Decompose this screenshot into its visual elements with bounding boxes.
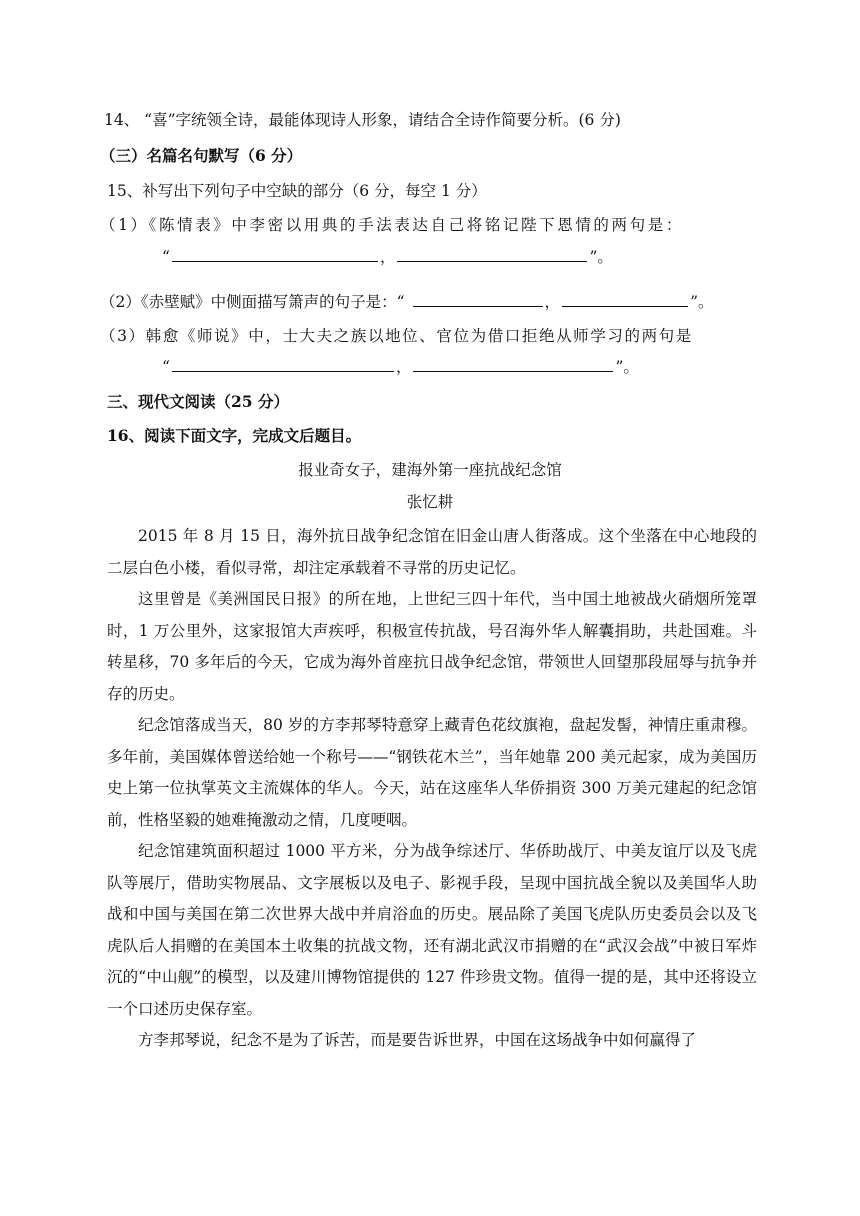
question-15: 15、补写出下列句子中空缺的部分（6 分，每空 1 分） (107, 182, 487, 200)
close-quote: ”。 (589, 248, 613, 266)
paragraph-5: 方李邦琴说，纪念不是为了诉苦，而是要告诉世界，中国在这场战争中如何赢得了 (138, 1031, 697, 1049)
section-modern-reading: 三、现代文阅读（25 分） (107, 392, 289, 411)
question-15-2-text: （2）《赤壁赋》中侧面描写箫声的句子是：“ (100, 293, 405, 311)
question-16: 16、阅读下面文字，完成文后题目。 (107, 426, 362, 445)
question-15-1: （1）《陈情表》中李密以用典的手法表达自己将铭记陛下恩情的两句是： (100, 216, 684, 234)
blank-3[interactable] (413, 292, 543, 307)
close-quote: ”。 (615, 358, 639, 376)
close-quote: ”。 (690, 293, 714, 311)
blank-1[interactable] (172, 247, 378, 262)
comma: ， (395, 358, 412, 376)
comma: ， (544, 293, 561, 311)
article-body (107, 521, 757, 1057)
paragraph-4: 纪念馆建筑面积超过 1000 平方米，分为战争综述厅、华侨助战厅、中美友谊厅以及飞虎队等展厅，借助实物展品、文字展板以及电子、影视手段，呈现中国抗战全貌以及美国华人助战和中国与美国在第二次世界大战中并肩浴血的历史。展品除了美国飞虎队历史委员会以及飞虎队后人捐赠的在美国本土收集的抗战文物，还有湖北武汉市捐赠的在“武汉会战”中被日军炸沉的“中山舰”的模型，以及建川博物馆提供的 127 件珍贵文物。值得一提的是，其中还将设立一个口述历史保存室。 (107, 842, 757, 1018)
question-15-1-blanks (162, 247, 613, 267)
blank-4[interactable] (562, 292, 688, 307)
paragraph-2: 这里曾是《美洲国民日报》的所在地，上世纪三四十年代，当中国土地被战火硝烟所笼罩时，1 万公里外，这家报馆大声疾呼，积极宣传抗战，号召海外华人解囊捐助，共赴国难。斗转星移，70 多年后的今天，它成为海外首座抗日战争纪念馆，带领世人回望那段屈辱与抗争并存的历史。 (107, 590, 757, 703)
article-author: 张忆耕 (406, 493, 454, 511)
blank-6[interactable] (413, 357, 613, 372)
question-15-2 (100, 292, 714, 312)
section-famous-lines: （三）名篇名句默写（6 分） (100, 146, 303, 165)
question-15-3-blanks (162, 357, 639, 377)
paragraph-1: 2015 年 8 月 15 日，海外抗日战争纪念馆在旧金山唐人街落成。这个坐落在中心地段的二层白色小楼，看似寻常，却注定承载着不寻常的历史记忆。 (107, 527, 757, 577)
paragraph-3: 纪念馆落成当天，80 岁的方李邦琴特意穿上藏青色花纹旗袍，盘起发髻，神情庄重肃穆。多年前，美国媒体曾送给她一个称号——“钢铁花木兰”，当年她靠 200 美元起家，成为美国历史上第一位执掌英文主流媒体的华人。今天，站在这座华人华侨捐资 300 万美元建起的纪念馆前，性格坚毅的她难掩激动之情，几度哽咽。 (107, 716, 757, 829)
open-quote: “ (162, 358, 170, 376)
question-15-3: （3）韩愈《师说》中，士大夫之族以地位、官位为借口拒绝从师学习的两句是 (100, 327, 693, 345)
open-quote: “ (162, 248, 170, 266)
blank-5[interactable] (172, 357, 394, 372)
comma: ， (379, 248, 396, 266)
article-title: 报业奇女子，建海外第一座抗战纪念馆 (298, 461, 562, 479)
blank-2[interactable] (397, 247, 587, 262)
question-14: 14、 “喜”字统领全诗，最能体现诗人形象，请结合全诗作简要分析。(6 分) (104, 111, 621, 129)
